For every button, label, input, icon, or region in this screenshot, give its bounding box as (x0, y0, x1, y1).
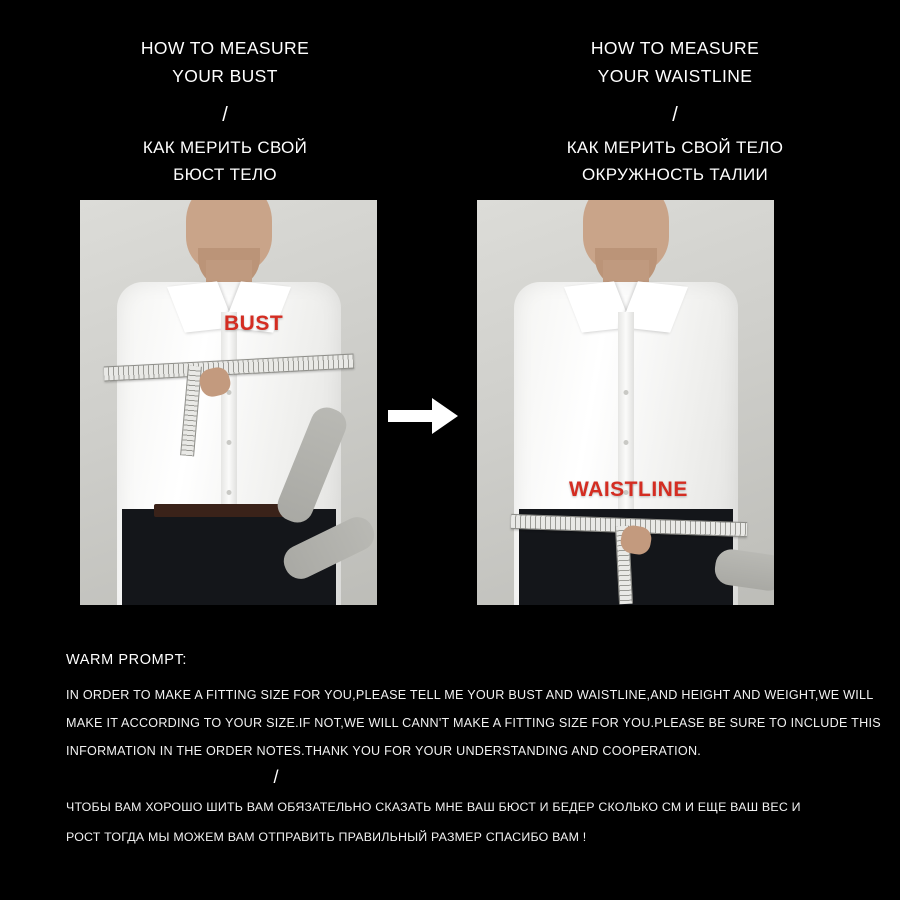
shirt-button (623, 440, 628, 445)
shirt-button (226, 490, 231, 495)
shirt-button (623, 390, 628, 395)
photo-bust-measurement (80, 200, 377, 605)
warm-prompt-line-2: MAKE IT ACCORDING TO YOUR SIZE.IF NOT,WE WILL CANN'T MAKE A FITTING SIZE FOR YOU.PLEASE BE SURE TO INCLUDE THIS (66, 716, 881, 730)
warm-prompt-line-1: IN ORDER TO MAKE A FITTING SIZE FOR YOU,PLEASE TELL ME YOUR BUST AND WAISTLINE,AND HEIGHT AND WEIGHT,WE WILL (66, 688, 874, 702)
shirt-button (226, 440, 231, 445)
heading-waistline (450, 34, 900, 188)
heading-bust-english-line1: HOW TO MEASURE (140, 38, 310, 58)
warm-prompt-russian-line-1: ЧТОБЫ ВАМ ХОРОШО ШИТЬ ВАМ ОБЯЗАТЕЛЬНО СКАЗАТЬ МНЕ ВАШ БЮСТ И БЕДЕР СКОЛЬКО СМ И ЕЩЕ ВАШ ВЕС И (66, 800, 801, 814)
heading-waistline-english-line1: HOW TO MEASURE (590, 38, 760, 58)
heading-waistline-separator: / (672, 104, 678, 126)
heading-bust-russian-line2: БЮСТ ТЕЛО (173, 165, 277, 184)
heading-waistline-english-line2: YOUR WAISTLINE (597, 66, 753, 86)
waistline-label: WAISTLINE (569, 478, 688, 501)
photo-waistline-measurement (477, 200, 774, 605)
heading-bust-english-line2: YOUR BUST (172, 66, 278, 86)
right-arrow-icon (388, 396, 460, 436)
heading-waistline-russian-line1: КАК МЕРИТЬ СВОЙ ТЕЛО (566, 138, 784, 157)
warm-prompt-separator: / (273, 767, 279, 787)
heading-bust-separator: / (222, 104, 228, 126)
warm-prompt-russian-line-2: РОСТ ТОГДА МЫ МОЖЕМ ВАМ ОТПРАВИТЬ ПРАВИЛЬНЫЙ РАЗМЕР СПАСИБО ВАМ ! (66, 830, 587, 844)
heading-bust (0, 34, 450, 188)
warm-prompt-line-3: INFORMATION IN THE ORDER NOTES.THANK YOU FOR YOUR UNDERSTANDING AND COOPERATION. (66, 744, 702, 758)
warm-prompt-block (66, 652, 881, 852)
heading-waistline-russian-line2: ОКРУЖНОСТЬ ТАЛИИ (582, 165, 768, 184)
heading-bust-russian-line1: КАК МЕРИТЬ СВОЙ (142, 138, 308, 157)
bust-label: BUST (224, 312, 284, 335)
photos-row (0, 200, 900, 605)
headings-row (0, 0, 900, 188)
warm-prompt-title: WARM PROMPT: (66, 652, 188, 668)
